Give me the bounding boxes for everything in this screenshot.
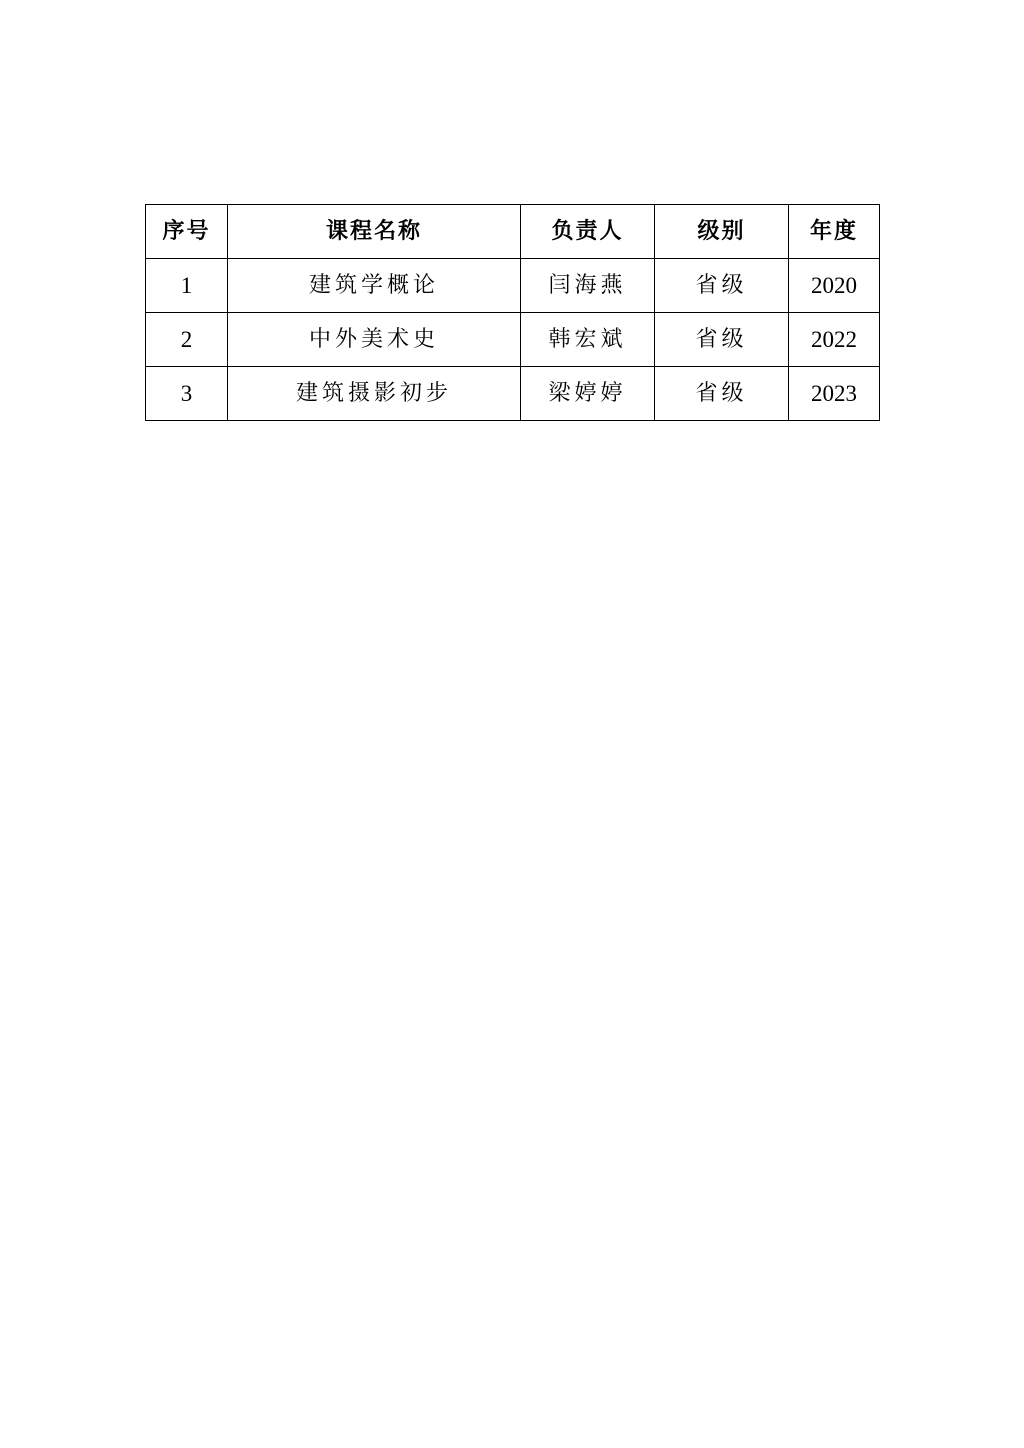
table-row [146,313,880,367]
cell-owner: 闫海燕 [521,259,655,313]
cell-owner: 韩宏斌 [521,313,655,367]
cell-course-name: 建筑摄影初步 [228,367,521,421]
cell-level: 省级 [655,259,789,313]
cell-year: 2023 [789,367,880,421]
header-owner: 负责人 [521,205,655,259]
table-header-row [146,205,880,259]
cell-course-name: 中外美术史 [228,313,521,367]
header-level: 级别 [655,205,789,259]
cell-level: 省级 [655,367,789,421]
table-row [146,259,880,313]
cell-year: 2022 [789,313,880,367]
table-row [146,367,880,421]
header-course-name: 课程名称 [228,205,521,259]
cell-serial-number: 3 [146,367,228,421]
cell-year: 2020 [789,259,880,313]
cell-serial-number: 2 [146,313,228,367]
cell-serial-number: 1 [146,259,228,313]
cell-level: 省级 [655,313,789,367]
header-year: 年度 [789,205,880,259]
cell-owner: 梁婷婷 [521,367,655,421]
course-table [145,204,880,421]
header-serial-number: 序号 [146,205,228,259]
cell-course-name: 建筑学概论 [228,259,521,313]
